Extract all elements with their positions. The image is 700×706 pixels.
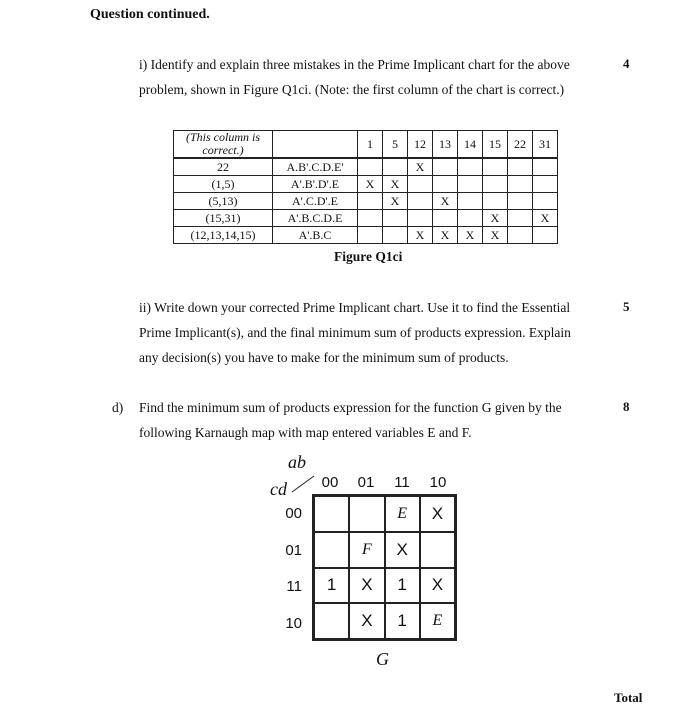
chart-row — [174, 176, 558, 193]
chart-mark-cell — [508, 158, 533, 176]
part-i-marks: 4 — [623, 56, 630, 71]
kmap-col-label: 11 — [394, 474, 410, 491]
minterm-header: 12 — [408, 131, 433, 159]
part-d-line2: following Karnaugh map with map entered variables E and F. — [139, 425, 472, 440]
kmap-row-variable: cd — [270, 479, 287, 499]
kmap-cell: X — [349, 568, 384, 604]
chart-mark-cell: X — [408, 158, 433, 176]
minterm-header: 13 — [433, 131, 458, 159]
kmap-cell — [314, 603, 349, 639]
part-ii-line1: Write down your corrected Prime Implicant chart. Use it to find the Essential — [154, 300, 571, 315]
chart-mark-cell: X — [433, 227, 458, 244]
chart-group-cell: (1,5) — [174, 176, 273, 193]
minterm-header: 1 — [358, 131, 383, 159]
chart-mark-cell — [433, 210, 458, 227]
kmap-cell — [420, 532, 455, 568]
chart-group-cell: 22 — [174, 158, 273, 176]
kmap-cell — [314, 496, 349, 532]
minterm-header: 5 — [383, 131, 408, 159]
minterm-header: 15 — [483, 131, 508, 159]
kmap-cell — [314, 532, 349, 568]
kmap-row-label: 10 — [285, 615, 302, 632]
kmap-cell: E — [385, 496, 420, 532]
chart-mark-cell: X — [383, 193, 408, 210]
part-i-label: i) — [139, 57, 148, 72]
chart-row — [174, 227, 558, 244]
chart-mark-cell — [458, 210, 483, 227]
part-ii-label: ii) — [139, 300, 151, 315]
chart-mark-cell: X — [483, 227, 508, 244]
chart-mark-cell — [508, 176, 533, 193]
chart-mark-cell: X — [533, 210, 558, 227]
chart-term-cell: A'.C.D'.E — [273, 193, 358, 210]
part-d-text — [139, 395, 562, 445]
part-d-label: d) — [112, 400, 124, 415]
prime-implicant-chart — [173, 130, 558, 244]
chart-row — [174, 158, 558, 176]
chart-mark-cell — [358, 193, 383, 210]
kmap-cell: X — [385, 532, 420, 568]
chart-mark-cell — [433, 176, 458, 193]
chart-mark-cell — [483, 193, 508, 210]
chart-header-blank — [273, 131, 358, 159]
chart-group-cell: (12,13,14,15) — [174, 227, 273, 244]
section-heading: Question continued. — [90, 7, 210, 22]
chart-group-cell: (5,13) — [174, 193, 273, 210]
kmap-row-label: 01 — [285, 542, 302, 559]
kmap-col-label: 00 — [321, 474, 339, 491]
chart-mark-cell — [383, 210, 408, 227]
kmap-cell: F — [349, 532, 384, 568]
chart-mark-cell — [458, 193, 483, 210]
kmap-cell — [349, 496, 384, 532]
kmap-col-variable: ab — [288, 452, 306, 472]
chart-mark-cell — [533, 176, 558, 193]
chart-header-row — [174, 131, 558, 159]
chart-mark-cell — [508, 193, 533, 210]
minterm-header: 31 — [533, 131, 558, 159]
kmap-cell: X — [349, 603, 384, 639]
part-i-text — [139, 52, 570, 102]
kmap-cell: 1 — [385, 603, 420, 639]
minterm-header: 14 — [458, 131, 483, 159]
part-d-marks: 8 — [623, 399, 630, 414]
kmap-cell: 1 — [385, 568, 420, 604]
chart-mark-cell — [508, 227, 533, 244]
chart-term-cell: A'.B.C.D.E — [273, 210, 358, 227]
part-ii-marks: 5 — [623, 299, 630, 314]
chart-header-note: (This column is correct.) — [174, 131, 273, 159]
part-ii-line2: Prime Implicant(s), and the final minimum sum of products expression. Explain — [139, 325, 571, 340]
part-d-line1: Find the minimum sum of products expression for the function G given by the — [139, 400, 562, 415]
chart-mark-cell — [458, 158, 483, 176]
kmap-cell: X — [420, 568, 455, 604]
minterm-header: 22 — [508, 131, 533, 159]
chart-mark-cell — [483, 158, 508, 176]
chart-mark-cell: X — [483, 210, 508, 227]
chart-mark-cell — [533, 158, 558, 176]
chart-mark-cell — [383, 158, 408, 176]
kmap-col-label: 01 — [357, 474, 375, 491]
chart-group-cell: (15,31) — [174, 210, 273, 227]
part-i-line2: problem, shown in Figure Q1ci. (Note: the first column of the chart is correct.) — [139, 82, 565, 97]
chart-mark-cell: X — [408, 227, 433, 244]
chart-mark-cell — [533, 227, 558, 244]
chart-mark-cell — [408, 210, 433, 227]
total-label-cut: Total — [614, 690, 643, 705]
chart-row — [174, 210, 558, 227]
kmap-cell: 1 — [314, 568, 349, 604]
chart-mark-cell — [508, 210, 533, 227]
chart-mark-cell — [433, 158, 458, 176]
chart-mark-cell — [358, 158, 383, 176]
part-i-line1: Identify and explain three mistakes in the Prime Implicant chart for the above — [150, 57, 570, 72]
chart-mark-cell — [408, 176, 433, 193]
kmap-output-label: G — [376, 649, 389, 669]
chart-mark-cell — [533, 193, 558, 210]
kmap-row-label: 00 — [285, 505, 302, 522]
chart-mark-cell: X — [458, 227, 483, 244]
chart-mark-cell: X — [358, 176, 383, 193]
chart-mark-cell: X — [383, 176, 408, 193]
part-ii-text — [139, 295, 571, 370]
chart-row — [174, 193, 558, 210]
chart-term-cell: A.B'.C.D.E' — [273, 158, 358, 176]
chart-mark-cell — [483, 176, 508, 193]
chart-mark-cell — [358, 210, 383, 227]
chart-mark-cell — [458, 176, 483, 193]
part-ii-line3: any decision(s) you have to make for the minimum sum of products. — [139, 350, 509, 365]
kmap-cell: X — [420, 496, 455, 532]
chart-term-cell: A'.B.C — [273, 227, 358, 244]
chart-mark-cell — [408, 193, 433, 210]
chart-mark-cell — [358, 227, 383, 244]
chart-term-cell: A'.B'.D'.E — [273, 176, 358, 193]
kmap-col-label: 10 — [429, 474, 447, 491]
kmap-cell: E — [420, 603, 455, 639]
karnaugh-map-grid — [312, 494, 457, 641]
figure-caption: Figure Q1ci — [334, 249, 403, 264]
chart-mark-cell — [383, 227, 408, 244]
chart-mark-cell: X — [433, 193, 458, 210]
kmap-row-label: 11 — [286, 578, 302, 595]
